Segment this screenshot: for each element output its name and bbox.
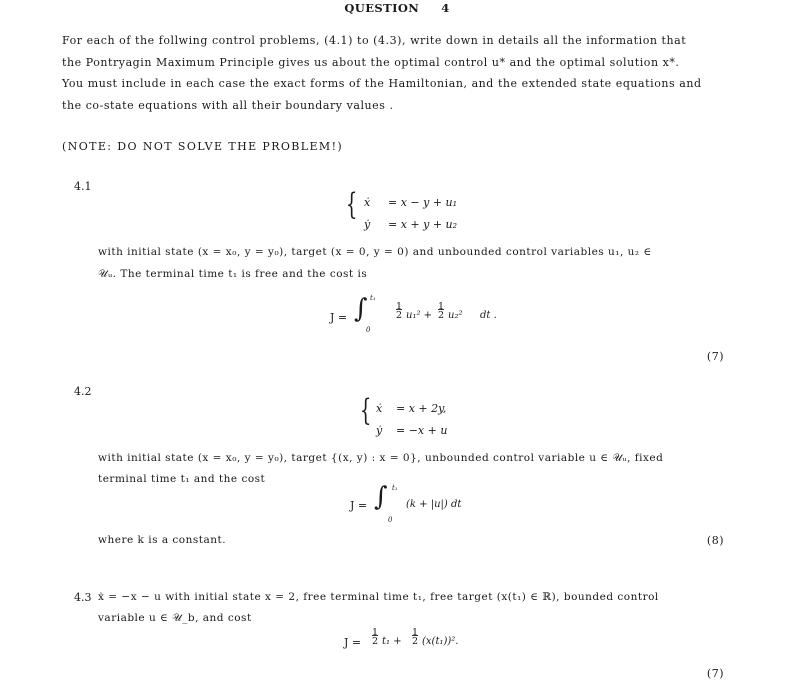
intro-line: You must include in each case the exact forms of the Hamiltonian, and the extended state equations and <box>62 77 702 90</box>
problem-text: with initial state (x = x₀, y = y₀), target {(x, y) : x = 0}, unbounded control variable u ∈ 𝒰ᵤ, fixed <box>98 452 664 464</box>
cost-functional <box>350 482 510 526</box>
cost-functional <box>326 296 526 336</box>
fraction-half: 1 2 <box>396 301 403 321</box>
cost-lhs: J = <box>344 636 362 649</box>
integrand-term: u₂² <box>448 310 463 321</box>
fraction-half: 1 2 <box>438 301 445 321</box>
problem-text: ẋ = −x − u with initial state x = 2, free terminal time t₁, free target (x(t₁) ∈ ℝ), bounded control <box>98 591 659 603</box>
question-label: QUESTION <box>344 1 420 15</box>
problem-number: 4.3 <box>74 591 92 604</box>
intro-paragraph <box>62 30 727 116</box>
integral-upper: t₁ <box>392 484 398 492</box>
integral-sign: ∫ <box>354 294 368 324</box>
cost-lhs: J = <box>350 499 368 512</box>
integral-sign: ∫ <box>374 482 388 512</box>
cost-term: (x(t₁))². <box>422 636 459 647</box>
left-brace: { <box>359 393 372 428</box>
marks: (7) <box>706 350 724 363</box>
integral-lower: 0 <box>366 326 371 334</box>
integrand: (k + |u|) dt <box>406 499 462 510</box>
marks: (8) <box>706 534 724 547</box>
problem-text: where k is a constant. <box>98 534 227 546</box>
problem-text: 𝒰ᵤ. The terminal time t₁ is free and the cost is <box>98 268 368 280</box>
note: (NOTE: DO NOT SOLVE THE PROBLEM!) <box>62 140 344 153</box>
problem-text: variable u ∈ 𝒰_b, and cost <box>98 612 252 624</box>
equation-rhs: = x + y + u₂ <box>388 218 458 231</box>
question-number: 4 <box>441 1 450 15</box>
state-derivative: ẋ <box>364 196 371 209</box>
equation-rhs: = −x + u <box>396 424 448 437</box>
left-brace: { <box>345 187 358 222</box>
integrand-term: u₁² + <box>406 310 433 321</box>
intro-line: the co-state equations with all their boundary values . <box>62 98 394 112</box>
fraction-half: 1 2 <box>412 627 419 647</box>
problem-number: 4.1 <box>74 180 92 193</box>
equation-rhs: = x − y + u₁ <box>388 196 458 209</box>
state-derivative: ẏ <box>376 424 383 437</box>
cost-term: t₁ + <box>382 636 402 647</box>
state-derivative: ẏ <box>364 218 371 231</box>
problem-number: 4.2 <box>74 385 92 398</box>
cost-lhs: J = <box>330 311 348 324</box>
integral-lower: 0 <box>388 516 393 524</box>
integral-upper: t₁ <box>370 294 376 302</box>
problem-text: terminal time t₁ and the cost <box>98 473 266 485</box>
intro-line: For each of the follwing control problems, (4.1) to (4.3), write down in details all the information that <box>62 34 687 47</box>
cost-functional <box>344 626 504 660</box>
state-derivative: ẋ <box>376 402 383 415</box>
problem-text: with initial state (x = x₀, y = y₀), target (x = 0, y = 0) and unbounded control variables u₁, u₂ ∈ <box>98 246 652 258</box>
fraction-half: 1 2 <box>372 627 379 647</box>
equation-rhs: = x + 2y, <box>396 402 447 415</box>
intro-line: the Pontryagin Maximum Principle gives us about the optimal control u* and the optimal solution x*. <box>62 55 680 69</box>
marks: (7) <box>706 667 724 680</box>
question-title <box>0 1 794 15</box>
differential: dt . <box>480 310 497 321</box>
